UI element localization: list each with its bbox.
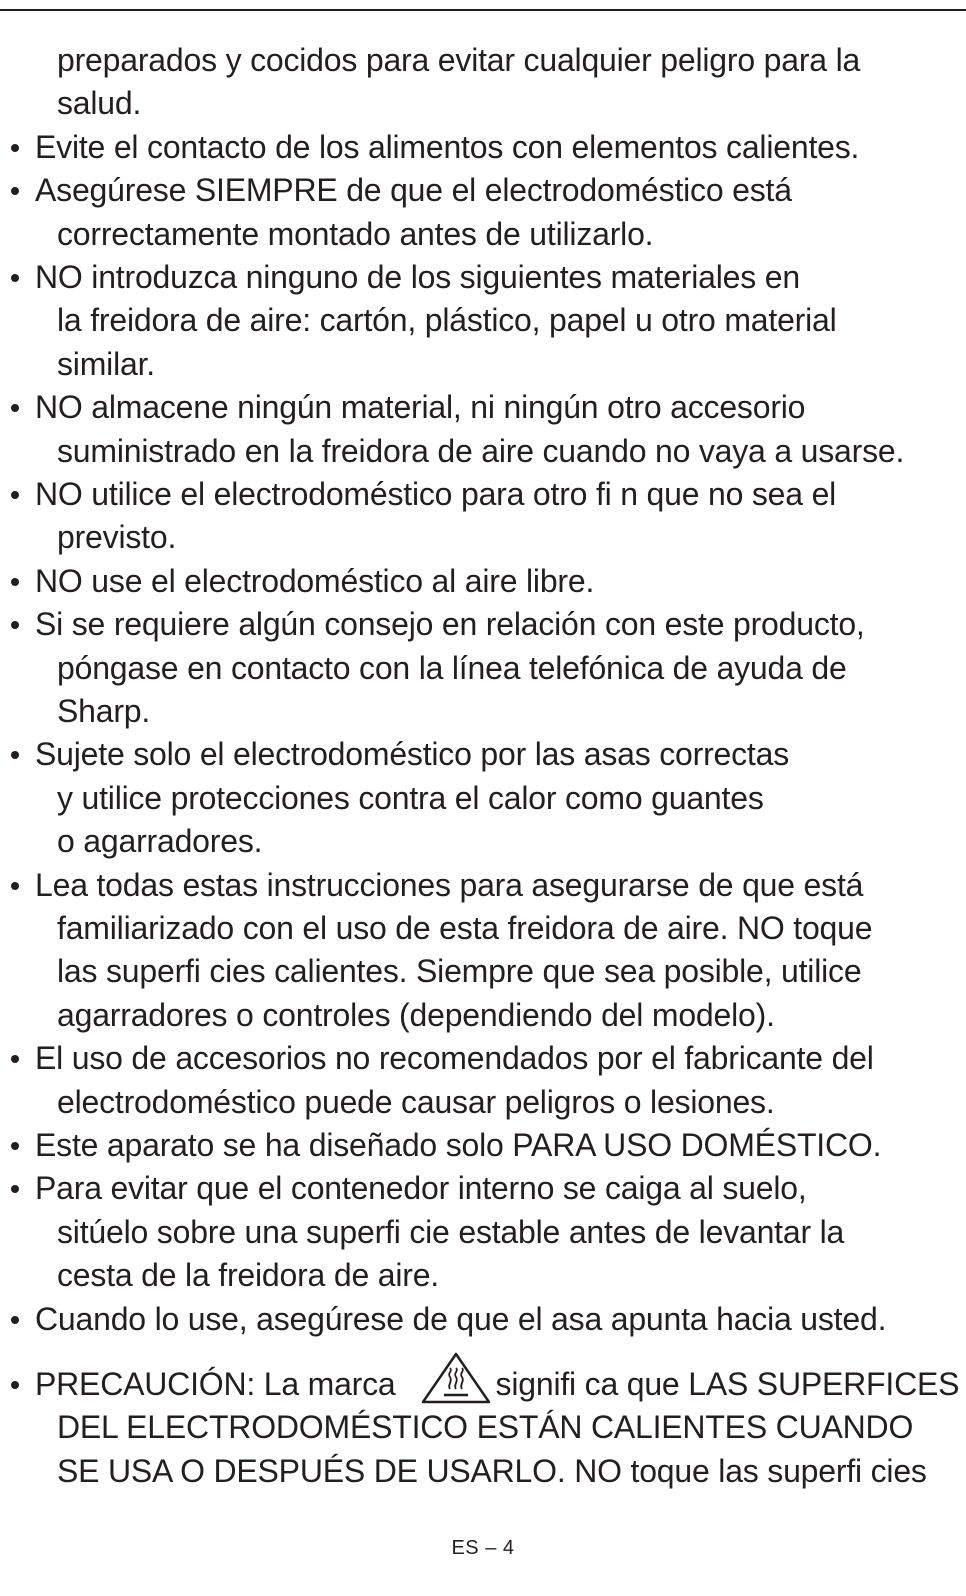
list-item: Si se requiere algún consejo en relación con este producto,	[35, 606, 865, 643]
list-item-line: póngase en contacto con la línea telefónica de ayuda de	[57, 649, 847, 686]
list-item: Este aparato se ha diseñado solo PARA USO DOMÉSTICO.	[35, 1127, 882, 1163]
list-item-line: y utilice protecciones contra el calor como guantes	[57, 779, 764, 816]
bullet-icon	[11, 144, 19, 152]
list-item-line: agarradores o controles (dependiendo del modelo).	[57, 996, 775, 1033]
top-rule	[0, 9, 966, 11]
list-item-line: electrodoméstico puede causar peligros o lesiones.	[57, 1083, 775, 1120]
bullet-icon	[11, 1142, 19, 1150]
caution-line: DEL ELECTRODOMÉSTICO ESTÁN CALIENTES CUANDO	[57, 1409, 914, 1446]
hot-surface-warning-icon	[420, 1351, 492, 1405]
bullet-icon	[11, 187, 19, 195]
list-item: El uso de accesorios no recomendados por el fabricante del	[35, 1040, 874, 1077]
bullet-icon	[11, 882, 19, 890]
list-item-line: Sharp.	[57, 693, 151, 729]
list-item-line: las superfi cies calientes. Siempre que sea posible, utilice	[57, 953, 862, 990]
list-item: Asegúrese SIEMPRE de que el electrodoméstico está	[35, 172, 792, 209]
page-number: ES – 4	[451, 1537, 515, 1559]
list-item: NO utilice el electrodoméstico para otro fi n que no sea el	[35, 476, 837, 512]
list-item-line: correctamente montado antes de utilizarlo.	[57, 215, 654, 252]
bullet-icon	[11, 1055, 19, 1063]
caution-line: SE USA O DESPUÉS DE USARLO. NO toque las superfi cies	[57, 1452, 927, 1489]
bullet-icon	[11, 274, 19, 282]
bullet-icon	[11, 751, 19, 759]
list-item: NO introduzca ninguno de los siguientes materiales en	[35, 259, 800, 295]
bullet-icon	[11, 404, 19, 412]
continuation-line: salud.	[57, 85, 142, 122]
list-item: Sujete solo el electrodoméstico por las asas correctas	[35, 736, 790, 773]
list-item-line: sitúelo sobre una superfi cie estable antes de levantar la	[57, 1213, 845, 1250]
bullet-icon	[11, 1185, 19, 1193]
list-item: Lea todas estas instrucciones para asegurarse de que está	[35, 866, 864, 903]
list-item: Evite el contacto de los alimentos con elementos calientes.	[35, 128, 860, 165]
list-item: NO almacene ningún material, ni ningún otro accesorio	[35, 389, 806, 426]
list-item-line: similar.	[57, 345, 155, 382]
bullet-icon	[11, 1316, 19, 1324]
bullet-icon	[11, 1381, 19, 1389]
list-item-line: o agarradores.	[57, 823, 263, 860]
list-item-line: previsto.	[57, 519, 177, 556]
list-item-line: cesta de la freidora de aire.	[57, 1257, 439, 1294]
list-item-line: familiarizado con el uso de esta freidora de aire. NO toque	[57, 910, 873, 946]
caution-text: signifi ca que LAS SUPERFICES	[495, 1365, 960, 1402]
caution-item	[35, 1364, 959, 1406]
list-item: Cuando lo use, asegúrese de que el asa apunta hacia usted.	[35, 1300, 887, 1337]
list-item: Para evitar que el contenedor interno se caiga al suelo,	[35, 1170, 807, 1207]
list-item-line: suministrado en la freidora de aire cuando no vaya a usarse.	[57, 432, 905, 469]
bullet-icon	[11, 621, 19, 629]
continuation-line: preparados y cocidos para evitar cualquier peligro para la	[57, 42, 861, 78]
bullet-icon	[11, 578, 19, 586]
list-item-line: la freidora de aire: cartón, plástico, papel u otro material	[57, 302, 837, 339]
bullet-icon	[11, 491, 19, 499]
caution-label: PRECAUCIÓN: La marca	[35, 1365, 396, 1402]
list-item: NO use el electrodoméstico al aire libre.	[35, 562, 595, 599]
